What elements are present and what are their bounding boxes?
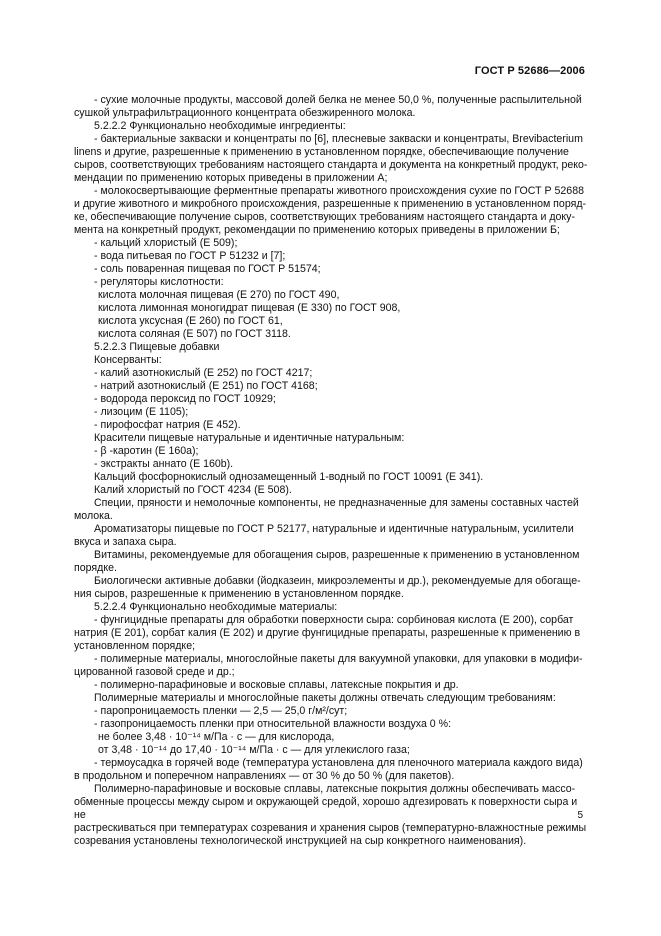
text-line: Красители пищевые натуральные и идентичные натуральным: [94,432,405,444]
text-line: вкуса и запаха сыра. [74,536,177,548]
text-line: - β -каротин (Е 160а); [94,445,199,457]
text-line: кислота молочная пищевая (Е 270) по ГОСТ 490, [98,289,340,301]
text-line: - фунгицидные препараты для обработки поверхности сыра: сорбиновая кислота (Е 200), сорбат [94,614,574,626]
text-line: цированной газовой среде и др.; [74,666,235,678]
text-line: - натрий азотнокислый (Е 251) по ГОСТ 4168; [94,380,318,392]
text-line: - газопроницаемость пленки при относительной влажности воздуха 0 %: [94,718,452,730]
text-line: - кальций хлористый (Е 509); [94,237,238,249]
text-line: - экстракты аннато (Е 160b). [94,458,234,470]
text-line: порядке. [74,562,117,574]
text-line: созревания установлены технологической инструкцией на сыр конкретного наименования). [74,835,527,847]
text-line: ния сыров, разрешенные к применению в установленном порядке. [74,588,404,600]
text-line: 5.2.2.4 Функционально необходимые материалы: [94,601,338,613]
text-line: в продольном и поперечном направлениях — от 30 % до 50 % (для пакетов). [74,770,455,782]
text-line: Специи, пряности и немолочные компоненты, не предназначенные для замены составных частей [94,497,579,509]
text-line: кислота лимонная моногидрат пищевая (Е 330) по ГОСТ 908, [98,302,401,314]
text-line: Ароматизаторы пищевые по ГОСТ Р 52177, натуральные и идентичные натуральным, усилители [94,523,574,535]
text-line: Биологически активные добавки (йодказеин, микроэлементы и др.), рекомендуемые для обогаще- [94,575,581,587]
text-line: - полимерные материалы, многослойные пакеты для вакуумной упаковки, для упаковки в модифи- [94,653,583,665]
text-line: мента на конкретный продукт, рекомендации по применению которых приведены в приложении Б; [74,224,560,236]
text-line: обменные процессы между сыром и окружающей средой, хорошо адгезировать к поверхности сыра и не [74,796,578,821]
text-line: не более 3,48 · 10⁻¹⁴ м/Па · с — для кислорода, [98,731,335,743]
text-line: установленном порядке; [74,640,196,652]
text-line: сыров, соответствующих требованиям настоящего стандарта и документа на конкретный продукт, реко- [74,159,588,171]
text-line: Консерванты: [94,354,162,366]
text-line: - водорода пероксид по ГОСТ 10929; [94,393,276,405]
page-number: 5 [577,810,583,821]
text-line: от 3,48 · 10⁻¹⁴ до 17,40 · 10⁻¹⁴ м/Па · с — для углекислого газа; [98,744,410,756]
text-line: Калий хлористый по ГОСТ 4234 (Е 508). [94,484,292,496]
text-line: - сухие молочные продукты, массовой долей белка не менее 50,0 %, полученные распылительной [94,94,582,106]
text-line: 5.2.2.2 Функционально необходимые ингредиенты: [94,120,346,132]
text-line: Полимерные материалы и многослойные пакеты должны отвечать следующим требованиям: [94,692,556,704]
text-line: - регуляторы кислотности: [94,276,224,288]
text-line: - вода питьевая по ГОСТ Р 51232 и [7]; [94,250,286,262]
document-body [74,94,588,848]
text-line: молока. [74,510,113,522]
text-line: - соль поваренная пищевая по ГОСТ Р 51574; [94,263,321,275]
text-line: - паропроницаемость пленки — 2,5 — 25,0 г/м²/сут; [94,705,348,717]
text-line: кислота соляная (Е 507) по ГОСТ 3118. [98,328,291,340]
text-line: растрескиваться при температурах созревания и хранения сыров (температурно-влажностные режимы [74,822,587,834]
standard-number-header: ГОСТ Р 52686—2006 [474,65,585,77]
text-line: сушкой ультрафильтрационного концентрата обезжиренного молока. [74,107,416,119]
text-line: - калий азотнокислый (Е 252) по ГОСТ 4217; [94,367,313,379]
text-line: - лизоцим (Е 1105); [94,406,189,418]
text-line: - пирофосфат натрия (Е 452). [94,419,241,431]
text-line: мендации по применению которых приведены в приложении А; [74,172,388,184]
text-line: linens и другие, разрешенные к применению в установленном порядке, обеспечивающие получение [74,146,569,158]
text-line: - бактериальные закваски и концентраты по [6], плесневые закваски и концентраты, Brevibacterium [94,133,583,145]
text-line: ке, обеспечивающие получение сыров, соответствующих требованиям настоящего стандарта и доку- [74,211,575,223]
text-line: натрия (Е 201), сорбат калия (Е 202) и другие фунгицидные препараты, разрешенные к применению в [74,627,581,639]
text-line: - молокосвертывающие ферментные препараты животного происхождения сухие по ГОСТ Р 52688 [94,185,584,197]
text-line: и другие животного и микробного происхождения, разрешенные к применению в установленном поряд- [74,198,587,210]
text-line: кислота уксусная (Е 260) по ГОСТ 61, [98,315,283,327]
text-line: - полимерно-парафиновые и восковые сплавы, латексные покрытия и др. [94,679,459,691]
text-line: 5.2.2.3 Пищевые добавки [94,341,220,353]
text-line: - термоусадка в горячей воде (температура установлена для пленочного материала каждого вида) [94,757,583,769]
text-line: Витамины, рекомендуемые для обогащения сыров, разрешенные к применению в установленном [94,549,580,561]
text-line: Кальций фосфорнокислый однозамещенный 1-водный по ГОСТ 10091 (Е 341). [94,471,484,483]
text-line: Полимерно-парафиновые и восковые сплавы, латексные покрытия должны обеспечивать массо- [94,783,576,795]
